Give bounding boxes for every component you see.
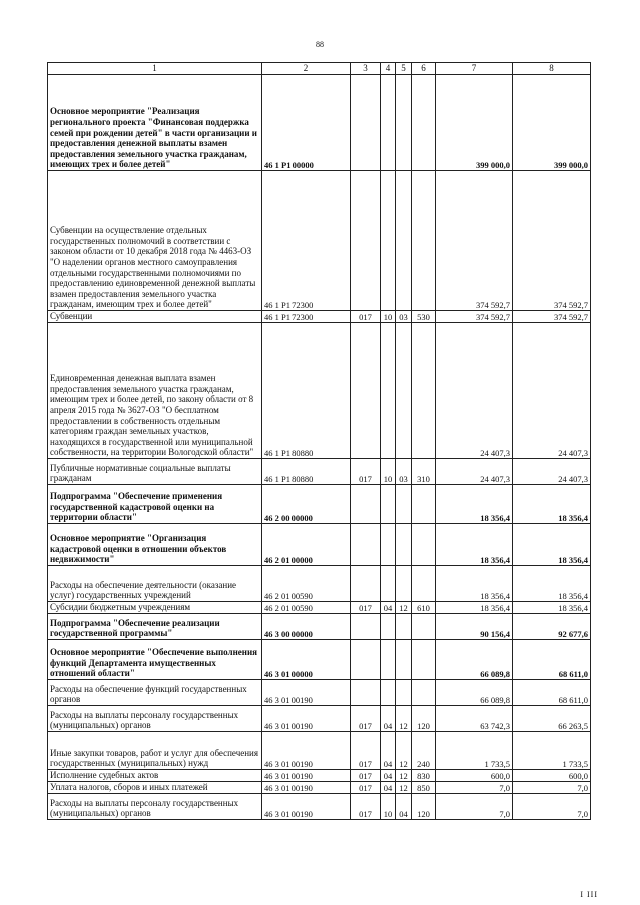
amount-year-1-cell: 18 356,4	[436, 566, 513, 602]
budget-table	[47, 62, 591, 820]
column-header: 2	[262, 63, 351, 75]
amount-year-2-cell: 18 356,4	[513, 566, 591, 602]
expense-type-code-cell: 850	[412, 782, 436, 794]
amount-year-2-cell: 24 407,3	[513, 323, 591, 459]
column-header: 3	[351, 63, 381, 75]
expense-name-cell: Подпрограмма "Обеспечение реализации государственной программы"	[48, 614, 262, 640]
subsection-code-cell	[396, 524, 412, 566]
amount-year-1-cell: 66 089,8	[436, 680, 513, 706]
section-code-cell: 10	[381, 794, 396, 820]
amount-year-1-cell: 7,0	[436, 782, 513, 794]
target-article-code-cell: 46 3 00 00000	[262, 614, 351, 640]
expense-name-cell: Уплата налогов, сборов и иных платежей	[48, 782, 262, 794]
expense-type-code-cell	[412, 566, 436, 602]
section-code-cell	[381, 680, 396, 706]
expense-name-cell: Расходы на обеспечение деятельности (оказание услуг) государственных учреждений	[48, 566, 262, 602]
expense-name-cell: Субвенции	[48, 311, 262, 323]
expense-name-cell: Единовременная денежная выплата взамен предоставления земельного участка гражданам, имеющим трех и более детей, по закону области от 8 апреля 2015 года № 3627-ОЗ "О бесплатном предоставлении в собственность отдельным категориям граждан земельных участков, находящихся в государственной или муниципальной собственности, на территории Вологодской области"	[48, 323, 262, 459]
column-header: 4	[381, 63, 396, 75]
page-number: 88	[316, 40, 324, 49]
table-row	[48, 794, 591, 820]
target-article-code-cell: 46 2 01 00590	[262, 602, 351, 614]
table-row	[48, 459, 591, 485]
amount-year-1-cell: 90 156,4	[436, 614, 513, 640]
ministry-code-cell	[351, 680, 381, 706]
amount-year-1-cell: 63 742,3	[436, 706, 513, 732]
column-header: 5	[396, 63, 412, 75]
amount-year-1-cell: 24 407,3	[436, 459, 513, 485]
ministry-code-cell	[351, 323, 381, 459]
expense-type-code-cell: 610	[412, 602, 436, 614]
ministry-code-cell	[351, 566, 381, 602]
amount-year-1-cell: 1 733,5	[436, 732, 513, 770]
expense-name-cell: Иные закупки товаров, работ и услуг для обеспечения государственных (муниципальных) нужд	[48, 732, 262, 770]
amount-year-2-cell: 399 000,0	[513, 75, 591, 171]
subsection-code-cell: 12	[396, 782, 412, 794]
table-row	[48, 732, 591, 770]
section-code-cell: 04	[381, 732, 396, 770]
ministry-code-cell	[351, 171, 381, 311]
amount-year-1-cell: 374 592,7	[436, 171, 513, 311]
expense-type-code-cell	[412, 171, 436, 311]
expense-type-code-cell: 240	[412, 732, 436, 770]
subsection-code-cell: 03	[396, 459, 412, 485]
target-article-code-cell: 46 1 P1 80880	[262, 459, 351, 485]
amount-year-2-cell: 92 677,6	[513, 614, 591, 640]
ministry-code-cell	[351, 524, 381, 566]
expense-name-cell: Подпрограмма "Обеспечение применения государственной кадастровой оценки на территории области"	[48, 485, 262, 524]
amount-year-1-cell: 66 089,8	[436, 640, 513, 680]
amount-year-2-cell: 24 407,3	[513, 459, 591, 485]
amount-year-2-cell: 600,0	[513, 770, 591, 782]
expense-type-code-cell: 530	[412, 311, 436, 323]
column-header: 8	[513, 63, 591, 75]
ministry-code-cell: 017	[351, 706, 381, 732]
expense-type-code-cell	[412, 680, 436, 706]
ministry-code-cell: 017	[351, 459, 381, 485]
section-code-cell: 04	[381, 770, 396, 782]
section-code-cell: 10	[381, 311, 396, 323]
section-code-cell	[381, 614, 396, 640]
amount-year-1-cell: 18 356,4	[436, 485, 513, 524]
section-code-cell: 04	[381, 782, 396, 794]
column-number-row	[48, 63, 591, 75]
footer-mark: I III	[580, 890, 598, 899]
expense-type-code-cell	[412, 640, 436, 680]
section-code-cell	[381, 75, 396, 171]
subsection-code-cell	[396, 323, 412, 459]
ministry-code-cell: 017	[351, 602, 381, 614]
amount-year-1-cell: 600,0	[436, 770, 513, 782]
expense-type-code-cell: 310	[412, 459, 436, 485]
column-header: 6	[412, 63, 436, 75]
amount-year-1-cell: 18 356,4	[436, 524, 513, 566]
expense-type-code-cell	[412, 323, 436, 459]
subsection-code-cell	[396, 614, 412, 640]
ministry-code-cell: 017	[351, 732, 381, 770]
expense-type-code-cell: 120	[412, 706, 436, 732]
amount-year-1-cell: 24 407,3	[436, 323, 513, 459]
expense-name-cell: Основное мероприятие "Организация кадастровой оценки в отношении объектов недвижимости"	[48, 524, 262, 566]
expense-type-code-cell	[412, 614, 436, 640]
subsection-code-cell: 04	[396, 794, 412, 820]
amount-year-2-cell: 1 733,5	[513, 732, 591, 770]
expense-type-code-cell	[412, 485, 436, 524]
table-row	[48, 485, 591, 524]
table-row	[48, 171, 591, 311]
subsection-code-cell	[396, 680, 412, 706]
ministry-code-cell	[351, 640, 381, 680]
table-row	[48, 323, 591, 459]
amount-year-2-cell: 66 263,5	[513, 706, 591, 732]
subsection-code-cell: 12	[396, 770, 412, 782]
subsection-code-cell: 03	[396, 311, 412, 323]
expense-name-cell: Исполнение судебных актов	[48, 770, 262, 782]
ministry-code-cell	[351, 485, 381, 524]
target-article-code-cell: 46 3 01 00190	[262, 794, 351, 820]
section-code-cell	[381, 524, 396, 566]
section-code-cell	[381, 323, 396, 459]
amount-year-2-cell: 7,0	[513, 794, 591, 820]
target-article-code-cell: 46 3 01 00190	[262, 706, 351, 732]
ministry-code-cell: 017	[351, 311, 381, 323]
amount-year-2-cell: 18 356,4	[513, 602, 591, 614]
target-article-code-cell: 46 1 P1 72300	[262, 311, 351, 323]
table-row	[48, 640, 591, 680]
expense-type-code-cell: 120	[412, 794, 436, 820]
section-code-cell	[381, 171, 396, 311]
table-row	[48, 75, 591, 171]
expense-name-cell: Субсидии бюджетным учреждениям	[48, 602, 262, 614]
expense-name-cell: Основное мероприятие "Обеспечение выполнения функций Департамента имущественных отношений области"	[48, 640, 262, 680]
amount-year-2-cell: 374 592,7	[513, 171, 591, 311]
subsection-code-cell: 12	[396, 706, 412, 732]
amount-year-1-cell: 399 000,0	[436, 75, 513, 171]
target-article-code-cell: 46 2 01 00000	[262, 524, 351, 566]
expense-type-code-cell: 830	[412, 770, 436, 782]
target-article-code-cell: 46 3 01 00000	[262, 640, 351, 680]
amount-year-1-cell: 374 592,7	[436, 311, 513, 323]
table-row	[48, 602, 591, 614]
expense-name-cell: Субвенции на осуществление отдельных государственных полномочий в соответствии с законом области от 10 декабря 2018 года № 4463-ОЗ "О наделении органов местного самоуправления отдельными государственными полномочиями по предоставлению единовременной денежной выплаты взамен предоставления земельного участка гражданам, имеющим трех и более детей"	[48, 171, 262, 311]
expense-name-cell: Расходы на выплаты персоналу государственных (муниципальных) органов	[48, 794, 262, 820]
subsection-code-cell	[396, 485, 412, 524]
ministry-code-cell	[351, 614, 381, 640]
expense-name-cell: Публичные нормативные социальные выплаты гражданам	[48, 459, 262, 485]
amount-year-2-cell: 18 356,4	[513, 524, 591, 566]
subsection-code-cell: 12	[396, 732, 412, 770]
section-code-cell	[381, 640, 396, 680]
expense-type-code-cell	[412, 524, 436, 566]
amount-year-1-cell: 7,0	[436, 794, 513, 820]
amount-year-2-cell: 68 611,0	[513, 680, 591, 706]
subsection-code-cell	[396, 75, 412, 171]
section-code-cell: 04	[381, 602, 396, 614]
amount-year-2-cell: 7,0	[513, 782, 591, 794]
amount-year-2-cell: 18 356,4	[513, 485, 591, 524]
table-row	[48, 566, 591, 602]
table-row	[48, 706, 591, 732]
amount-year-2-cell: 68 611,0	[513, 640, 591, 680]
target-article-code-cell: 46 3 01 00190	[262, 782, 351, 794]
expense-name-cell: Расходы на обеспечение функций государственных органов	[48, 680, 262, 706]
table-row	[48, 782, 591, 794]
target-article-code-cell: 46 3 01 00190	[262, 680, 351, 706]
expense-name-cell: Основное мероприятие "Реализация регионального проекта "Финансовая поддержка семей при рождении детей" в части организации и предоставления денежной выплаты взамен предоставления земельного участка гражданам, имеющих трех и более детей"	[48, 75, 262, 171]
target-article-code-cell: 46 3 01 00190	[262, 732, 351, 770]
amount-year-1-cell: 18 356,4	[436, 602, 513, 614]
amount-year-2-cell: 374 592,7	[513, 311, 591, 323]
ministry-code-cell	[351, 75, 381, 171]
table-row	[48, 311, 591, 323]
expense-type-code-cell	[412, 75, 436, 171]
subsection-code-cell	[396, 171, 412, 311]
column-header: 1	[48, 63, 262, 75]
ministry-code-cell: 017	[351, 782, 381, 794]
column-header: 7	[436, 63, 513, 75]
table-row	[48, 680, 591, 706]
table-row	[48, 770, 591, 782]
section-code-cell	[381, 485, 396, 524]
expense-name-cell: Расходы на выплаты персоналу государственных (муниципальных) органов	[48, 706, 262, 732]
ministry-code-cell: 017	[351, 794, 381, 820]
table-row	[48, 614, 591, 640]
target-article-code-cell: 46 1 P1 00000	[262, 75, 351, 171]
ministry-code-cell: 017	[351, 770, 381, 782]
section-code-cell: 10	[381, 459, 396, 485]
target-article-code-cell: 46 1 P1 72300	[262, 171, 351, 311]
section-code-cell	[381, 566, 396, 602]
table-row	[48, 524, 591, 566]
target-article-code-cell: 46 3 01 00190	[262, 770, 351, 782]
target-article-code-cell: 46 2 01 00590	[262, 566, 351, 602]
subsection-code-cell	[396, 566, 412, 602]
target-article-code-cell: 46 2 00 00000	[262, 485, 351, 524]
subsection-code-cell: 12	[396, 602, 412, 614]
section-code-cell: 04	[381, 706, 396, 732]
target-article-code-cell: 46 1 P1 80880	[262, 323, 351, 459]
subsection-code-cell	[396, 640, 412, 680]
